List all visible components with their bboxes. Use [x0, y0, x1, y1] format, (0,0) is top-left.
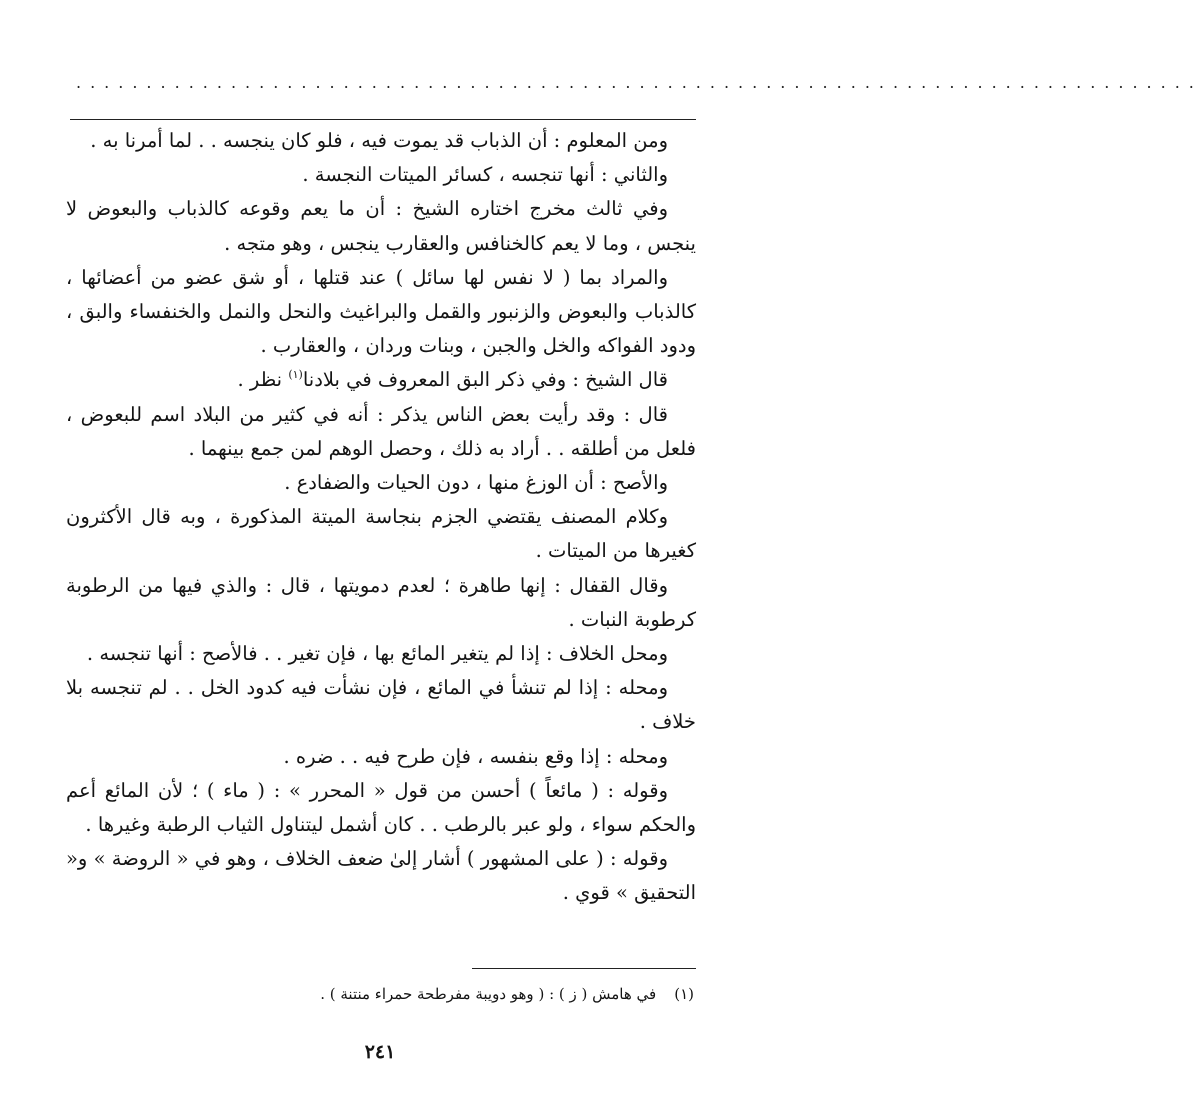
- footnote-text: في هامش ( ز ) : ( وهو دويبة مفرطحة حمراء منتنة ) .: [320, 985, 657, 1003]
- paragraph: ومحل الخلاف : إذا لم يتغير المائع بها ، فإن تغير . . فالأصح : أنها تنجسه .: [86, 642, 668, 666]
- dotted-separator: ................................................................................: [76, 73, 1203, 92]
- paragraph: قال : وقد رأيت بعض الناس يذكر : أنه في كثير من البلاد اسم للبعوض ، فلعل من أطلقه . . أراد به ذلك ، وحصل الوهم لمن جمع بينهما .: [66, 402, 696, 460]
- footnote-rule: [472, 968, 696, 969]
- paragraph-text: نظر .: [237, 368, 289, 392]
- paragraph: والأصح : أن الوزغ منها ، دون الحيات والضفادع .: [284, 471, 668, 495]
- paragraph-text: قال الشيخ : وفي ذكر البق المعروف في بلادنا: [302, 368, 668, 392]
- main-text: [66, 124, 696, 911]
- footnote-marker[interactable]: (١): [288, 368, 303, 382]
- paragraph-with-footnote: [66, 363, 696, 397]
- footnote: [66, 982, 694, 1006]
- paragraph: وكلام المصنف يقتضي الجزم بنجاسة الميتة المذكورة ، وبه قال الأكثرون كغيرها من الميتات .: [66, 505, 696, 563]
- paragraph: وقوله : ( مائعاً ) أحسن من قول « المحرر » : ( ماء ) ؛ لأن المائع أعم والحكم سواء ، ولو عبر بالرطب . . كان أشمل ليتناول الثياب الرطبة وغيرها .: [66, 778, 696, 837]
- paragraph: والمراد بما ( لا نفس لها سائل ) عند قتلها ، أو شق عضو من أعضائها ، كالذباب والبعوض والزنبور والقمل والبراغيث والنحل والنمل والخنفساء والبق ، ودود الفواكه والخل والجبن ، وبنات وردان ، والعقارب .: [66, 265, 696, 358]
- paragraph: ومحله : إذا وقع بنفسه ، فإن طرح فيه . . ضره .: [283, 744, 668, 768]
- paragraph: وقوله : ( على المشهور ) أشار إلىٰ ضعف الخلاف ، وهو في « الروضة » و« التحقيق » قوي .: [66, 847, 696, 905]
- header-rule: [70, 119, 696, 120]
- page-number: ٢٤١: [364, 1041, 396, 1063]
- paragraph: وفي ثالث مخرج اختاره الشيخ : أن ما يعم وقوعه كالذباب والبعوض لا ينجس ، وما لا يعم كالخنافس والعقارب ينجس ، وهو متجه .: [66, 197, 696, 255]
- paragraph: ومحله : إذا لم تنشأ في المائع ، فإن نشأت فيه كدود الخل . . لم تنجسه بلا خلاف .: [66, 676, 696, 734]
- paragraph: ومن المعلوم : أن الذباب قد يموت فيه ، فلو كان ينجسه . . لما أمرنا به .: [90, 129, 668, 152]
- paragraph: والثاني : أنها تنجسه ، كسائر الميتات النجسة .: [302, 163, 668, 187]
- paragraph: وقال القفال : إنها طاهرة ؛ لعدم دمويتها ، قال : والذي فيها من الرطوبة كرطوبة النبات .: [66, 573, 696, 631]
- footnote-number: (١): [674, 985, 694, 1003]
